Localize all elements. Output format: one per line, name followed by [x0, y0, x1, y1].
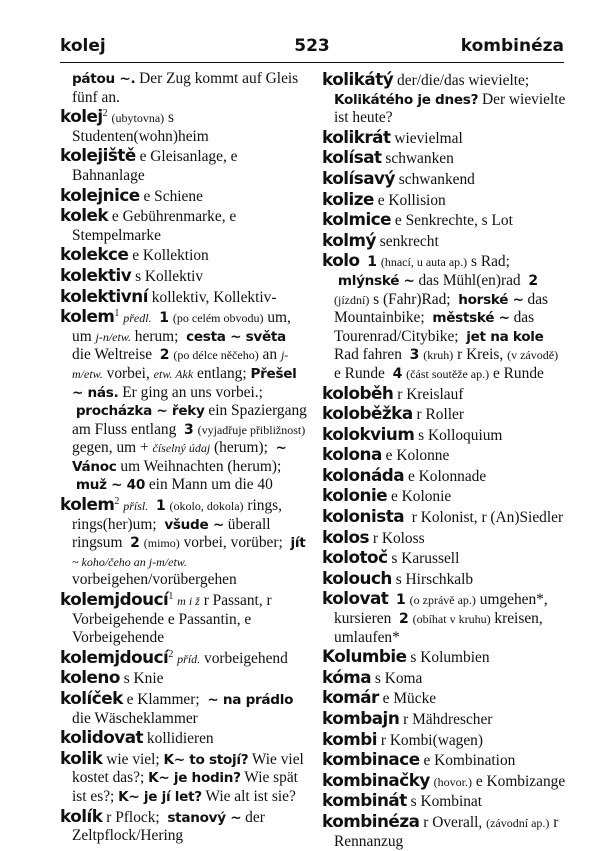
header-rule: [60, 62, 564, 63]
entry-kolikaty: kolikátý der/die/das wievielte; Kolikátého je dnes? Der wievielte ist heute?: [322, 69, 566, 127]
entry-kolisavy: kolísavý schwankend: [322, 167, 475, 188]
entry-kolik: kolik wie viel; K~ to stojí? Wie viel kostet das?; K~ je hodin? Wie spät ist es?; K~ je jí let? Wie alt ist sie?: [60, 747, 304, 805]
page-number: 523: [294, 36, 330, 56]
entry-kolos: kolos r Koloss: [322, 526, 425, 547]
entry-kolonie: kolonie e Kolonie: [322, 485, 452, 506]
entry-kolmy: kolmý senkrecht: [322, 229, 439, 250]
entry-kolotoc: kolotoč s Karussell: [322, 547, 460, 568]
entry-kolokvium: kolokvium s Kolloquium: [322, 423, 503, 444]
entry-kolem-1: kolem$^1$ předl. 1 (po celém obvodu) um, um j-n/etw. herum; cesta ~ světa die Weltreise 2 (po délce něčeho) an j-m/etw. vorbei, etw. Akk entlang; Přešel ~ nás. Er ging an uns vorbei.; procházka ~ řeky ein Spaziergang am Fluss entlang 3 (vyjadřuje přibližnost) gegen, um + číselný údaj (herum); ~ Vánoc um Weihnachten (herum); muž ~ 40 ein Mann um die 40: [60, 306, 307, 494]
entry-kolejnice: kolejnice e Schiene: [60, 184, 203, 205]
page-header: [60, 36, 564, 64]
entry-kolo: kolo 1 (hnací, u auta ap.) s Rad; mlýnské ~ das Mühl(en)rad 2 (jízdní) s (Fahr)Rad; horské ~ das Mountainbike; městské ~ das Tourenrad/Citybike; jet na kole Rad fahren 3 (kruh) r Kreis, (v závodě) e Runde 4 (část soutěže ap.) e Runde: [322, 250, 559, 382]
entry-koma: kóma s Koma: [322, 666, 423, 687]
entry-kolumbie: Kolumbie s Kolumbien: [322, 646, 490, 667]
entry-kolej-2: kolej$^2$ (ubytovna) s Studenten(wohn)heim: [60, 106, 209, 145]
running-head-right: kombinéza: [460, 36, 564, 56]
entry-kolekce: kolekce e Kollektion: [60, 244, 209, 265]
entry-kolobeh: koloběh r Kreislauf: [322, 382, 464, 403]
entry-koleno: koleno s Knie: [60, 667, 164, 688]
entry-kolmice: kolmice e Senkrechte, s Lot: [322, 209, 513, 230]
entry-kombi: kombi r Kombi(wagen): [322, 728, 483, 749]
entry-kombineza: kombinéza r Overall, (závodní ap.) r Rennanzug: [322, 810, 559, 850]
entry-kolik-peg: kolík r Pflock; stanový ~ der Zeltpflock/Hering: [60, 805, 265, 845]
entry-kolouch: kolouch s Hirschkalb: [322, 567, 474, 588]
entry-kolicek: kolíček e Klammer; ~ na prádlo die Wäscheklammer: [60, 688, 294, 727]
entry-kolona: kolona e Kolonne: [322, 444, 450, 465]
entry-kolikrat: kolikrát wievielmal: [322, 126, 463, 147]
left-column: [60, 70, 308, 846]
entry-patou-cont: pátou ~. Der Zug kommt auf Gleis fünf an.: [72, 70, 299, 106]
entry-kolovat: kolovat 1 (o zprávě ap.) umgehen*, kursieren 2 (obíhat v kruhu) kreisen, umlaufen*: [322, 588, 548, 646]
right-column: [322, 70, 567, 851]
entry-kolisat: kolísat schwanken: [322, 147, 454, 168]
entry-kombinace: kombinace e Kombination: [322, 749, 516, 770]
entry-kombajn: kombajn r Mähdrescher: [322, 708, 493, 728]
running-head-left: kolej: [60, 36, 106, 56]
entry-kolemjdouci-2: kolemjdoucí$^2$ příd. vorbeigehend: [60, 646, 288, 667]
entry-kolem-2: kolem$^2$ přísl. 1 (okolo, dokola) rings, rings(her)um; všude ~ überall ringsum 2 (mimo) vorbei, vorüber; jít ~ koho/čeho an j-m/etw. vorbeigehen/vorübergehen: [60, 494, 306, 589]
entry-kolobezka: koloběžka r Roller: [322, 403, 464, 424]
entry-kolejiste: kolejiště e Gleisanlage, e Bahnanlage: [60, 145, 238, 184]
entry-kolemjdouci-1: kolemjdoucí$^1$ m i ž r Passant, r Vorbeigehende e Passantin, e Vorbeigehende: [60, 589, 272, 647]
entry-kolonista: kolonista r Kolonist, r (An)Siedler: [322, 506, 564, 527]
entry-kolize: kolize e Kollision: [322, 188, 446, 209]
entry-kolektiv: kolektiv s Kollektiv: [60, 264, 204, 285]
entry-komar: komár e Mücke: [322, 687, 437, 708]
entry-kombinat: kombinát s Kombinat: [322, 790, 483, 811]
entry-kolonada: kolonáda e Kolonnade: [322, 464, 487, 485]
entry-kolektivni: kolektivní kollektiv, Kollektiv-: [60, 285, 277, 306]
entry-kolek: kolek e Gebührenmarke, e Stempelmarke: [60, 205, 237, 244]
entry-kombinacky: kombinačky (hovor.) e Kombizange: [322, 769, 566, 790]
entry-kolidovat: kolidovat kollidieren: [60, 727, 214, 748]
